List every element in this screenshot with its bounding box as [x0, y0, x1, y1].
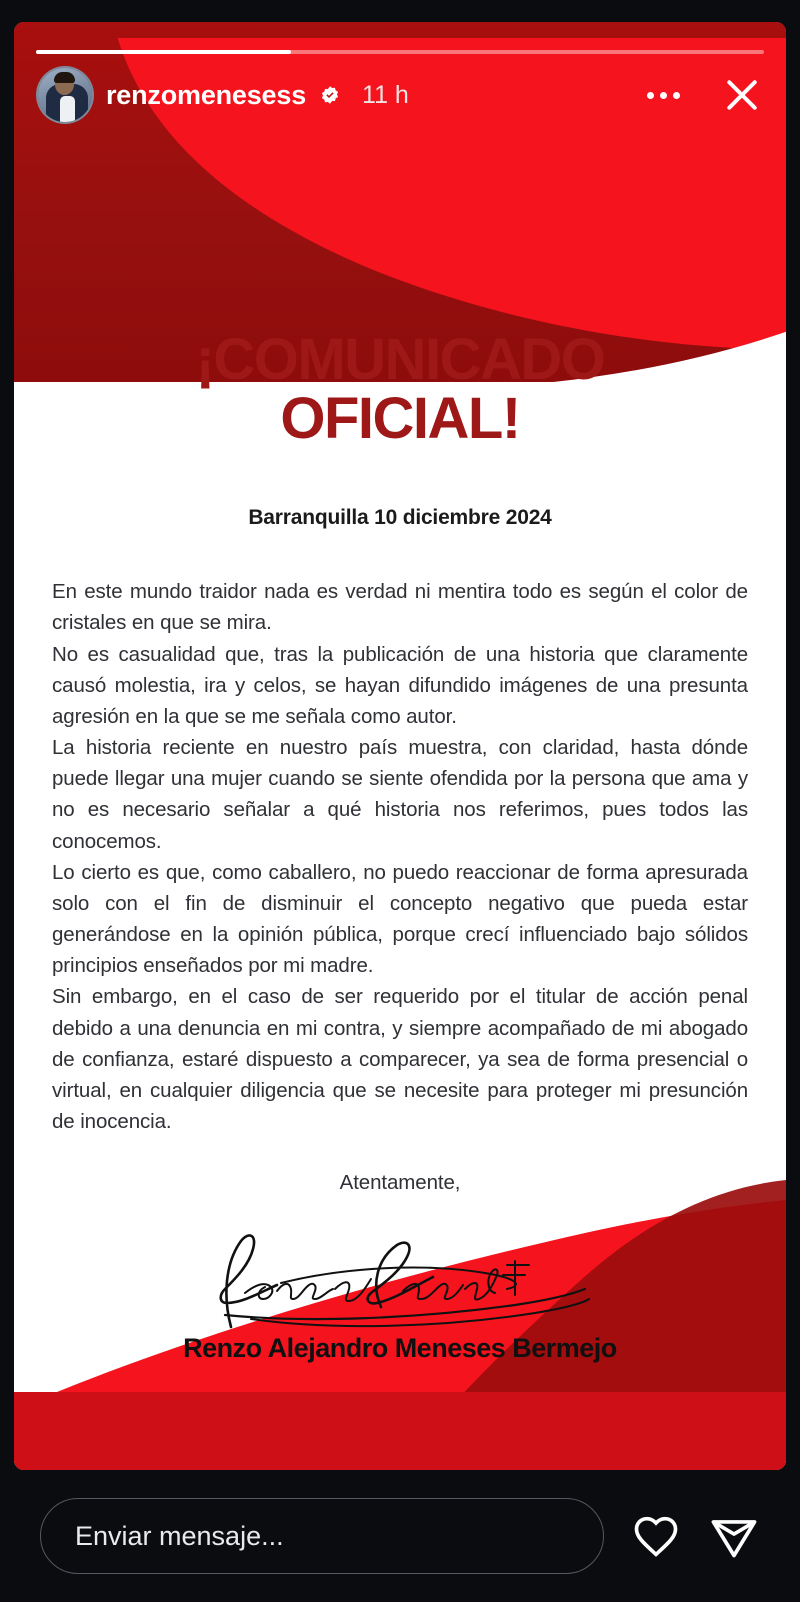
more-dot — [647, 92, 654, 99]
more-options-icon[interactable] — [641, 84, 686, 107]
story-progress-bar[interactable] — [36, 50, 764, 54]
document-date: Barranquilla 10 diciembre 2024 — [248, 506, 552, 530]
story-card — [14, 22, 786, 1470]
more-dot — [673, 92, 680, 99]
document-closing: Atentamente, — [339, 1171, 461, 1195]
avatar-hair — [54, 72, 75, 83]
verified-badge-icon — [320, 85, 340, 105]
handwritten-signature — [185, 1219, 615, 1339]
document-paragraph: No es casualidad que, tras la publicación de una historia que claramente causó molestia, ira y celos, se hayan difundido imágenes de una presunta agresión en la que se me señala como autor. — [52, 642, 748, 728]
timestamp-label: 11 h — [362, 80, 409, 109]
heart-icon[interactable] — [630, 1510, 682, 1562]
signature-block — [52, 1219, 748, 1339]
document-paragraph: La historia reciente en nuestro país muestra, con claridad, hasta dónde puede llegar una mujer cuando se siente ofendida por la persona que ama y no es necesario señalar a qué historia nos referimos, pues todos las conocemos. — [52, 736, 748, 853]
document-paragraph: En este mundo traidor nada es verdad ni mentira todo es según el color de cristales en que se mira. — [52, 580, 748, 635]
document-title-line2: OFICIAL! — [280, 386, 520, 452]
bottom-red-band — [14, 1392, 786, 1470]
message-input[interactable] — [40, 1498, 604, 1574]
story-progress-fill — [36, 50, 291, 54]
document-paragraph: Lo cierto es que, como caballero, no puedo reaccionar de forma apresurada solo con el fin de disminuir el concepto negativo que pueda estar generándose en la opinión pública, porque crecí influenciado bajo sólidos principios enseñados por mi madre. — [52, 860, 748, 978]
document-paragraph: Sin embargo, en el caso de ser requerido por el titular de acción penal debido a una denuncia en mi contra, y siempre acompañado de mi abogado de confianza, estaré dispuesto a comparecer, ya sea de forma presencial o virtual, en cualquier diligencia que se necesite para proteger mi presunción de inocencia. — [52, 985, 748, 1133]
document-title — [52, 327, 748, 452]
story-action-bar — [0, 1470, 800, 1602]
close-icon[interactable] — [720, 73, 764, 117]
avatar-shirt — [60, 96, 75, 124]
username-label[interactable]: renzomenesess — [106, 79, 307, 110]
communique-document — [14, 322, 786, 1364]
story-header — [14, 22, 786, 142]
document-title-line1: ¡COMUNICADO — [195, 327, 605, 392]
document-body — [52, 576, 748, 1137]
avatar[interactable] — [36, 66, 94, 124]
more-dot — [660, 92, 667, 99]
signature-name: Renzo Alejandro Meneses Bermejo — [183, 1333, 617, 1364]
share-icon[interactable] — [708, 1510, 760, 1562]
story-header-row — [36, 64, 764, 126]
